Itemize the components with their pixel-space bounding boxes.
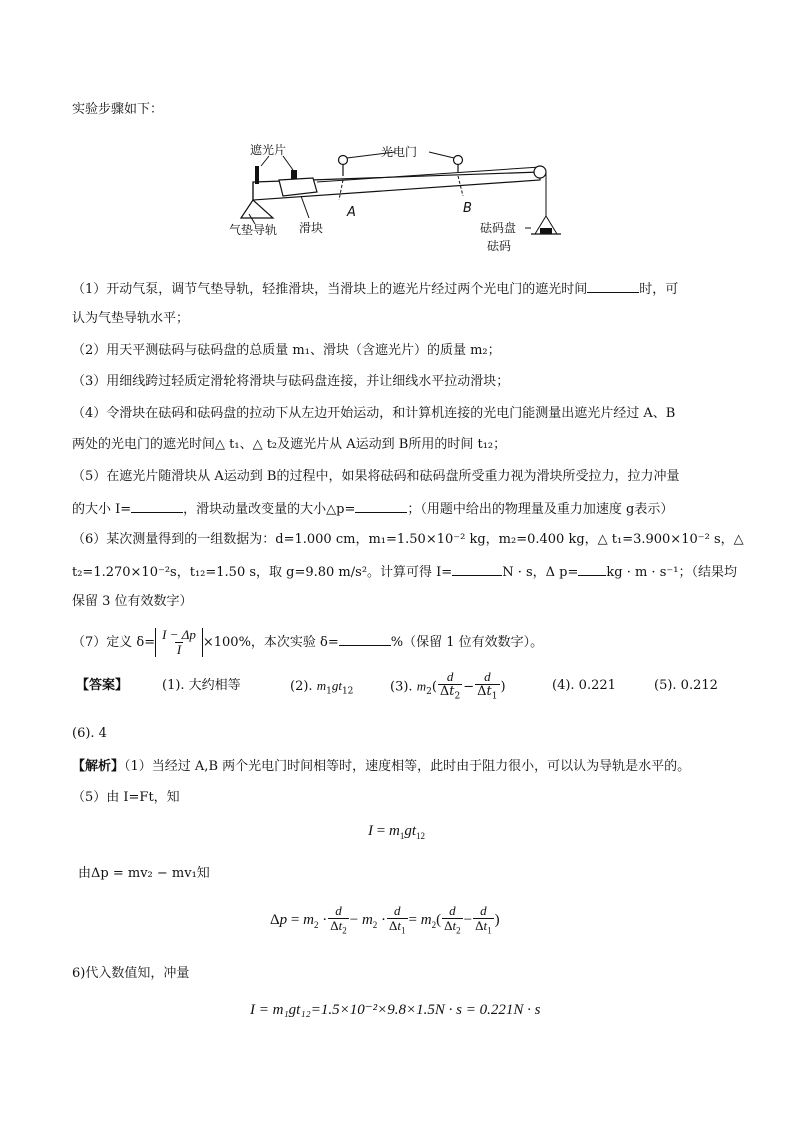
step-6-line-3: 保留 3 位有效数字） (72, 594, 193, 609)
pulley (534, 166, 546, 178)
analysis-text-1: （1）当经过 A,B 两个光电门时间相等时，速度相等，此时由于阻力很小，可以认为导轨是水平的。 (124, 759, 691, 774)
step-1-line-1 (72, 280, 678, 298)
label-pan: 砝码盘 (480, 221, 517, 235)
label-photogate: 光电门 (381, 145, 418, 159)
step-1-blank (587, 280, 639, 293)
step-5-impulse-label: 的大小 I= (72, 502, 132, 517)
equation-numeric: I = m₁gt₁₂=1.5×10⁻²×9.8×1.5N · s = 0.221N · s (250, 1002, 541, 1018)
step-4-line-1: （4）令滑块在砝码和砝码盘的拉动下从左边开始运动，和计算机连接的光电门能测量出遮光片经过 A、B (72, 406, 676, 421)
momentum-blank (355, 500, 407, 513)
shading-plate (291, 170, 297, 179)
analysis-line-3: 由Δp = mv₂ − mv₁知 (78, 866, 210, 881)
step-5-note: ；（用题中给出的物理量及重力加速度 g表示） (407, 502, 674, 517)
step-6-line-1: （6）某次测量得到的一组数据为：d=1.000 cm，m₁=1.50×10⁻² kg，m₂=0.400 kg，△ t₁=3.900×10⁻² s，△ (72, 532, 744, 547)
answer-1: (1). 大约相等 (162, 678, 241, 693)
answer-5: (5). 0.212 (654, 678, 718, 693)
intro-text: 实验步骤如下： (72, 102, 164, 117)
answer-4: (4). 0.221 (552, 678, 616, 693)
weight (540, 228, 552, 234)
apparatus-figure (225, 140, 565, 258)
step-6-unit-2: kg · m · s⁻¹；（结果均 (606, 565, 737, 580)
gate-b (454, 156, 463, 165)
answer-2: (2). $m_1gt_{12}$ (290, 678, 354, 697)
label-slider: 滑块 (299, 221, 324, 235)
step-5-line-1: （5）在遮光片随滑块从 A运动到 B的过程中，如果将砝码和砝码盘所受重力视为滑块所受拉力，拉力冲量 (72, 469, 680, 484)
stopper (255, 166, 259, 184)
step-6-impulse-blank (452, 563, 502, 576)
label-gate-b: B (463, 201, 472, 216)
step-1-line-2: 认为气垫导轨水平； (72, 311, 190, 326)
step-3: （3）用细线跨过轻质定滑轮将滑块与砝码盘连接，并让细线水平拉动滑块； (72, 374, 510, 389)
delta-fraction: $\frac{I - \Delta p}{I}$ (155, 628, 203, 657)
impulse-blank (131, 500, 183, 513)
label-shading-plate: 遮光片 (250, 143, 287, 157)
equation-momentum: $\Delta p = m_2$ · $\frac{d}{\Delta t_2}$ − $m_2$ · $\frac{d}{\Delta t_1}$ = $m_2$( $\frac{d}{\Delta t_2}$ − $\frac{d}{\Delta t_1}$ ) (270, 903, 500, 936)
step-6-momentum-blank (578, 563, 606, 576)
step-5-line-2 (72, 500, 673, 518)
analysis-label: 【解析】 (72, 759, 125, 774)
step-7-end: %（保留 1 位有效数字）。 (390, 635, 544, 650)
equation-impulse: $I = m_1gt_{12}$ (368, 823, 425, 841)
step-2: （2）用天平测砝码与砝码盘的总质量 m₁、滑块（含遮光片）的质量 m₂； (72, 343, 501, 358)
analysis-line-2: （5）由 I=Ft，知 (72, 790, 180, 805)
step-7-mid: ×100%，本次实验 δ= (202, 635, 339, 650)
step-6-data: t₂=1.270×10⁻²s，t₁₂=1.50 s，取 g=9.80 m/s²。计算可得 I= (72, 565, 453, 580)
step-6-unit-1: N · s，Δ p= (502, 565, 579, 580)
delta-blank (339, 633, 391, 646)
answer-3: (3). $m_2$( $\frac{d}{\Delta t_2}$ − $\frac{d}{\Delta t_1}$ ) (390, 669, 506, 702)
analysis-line-1 (72, 759, 690, 775)
rail-support (241, 200, 273, 218)
step-7 (72, 628, 543, 657)
step-6-line-2 (72, 563, 737, 581)
answer-label: 【答案】 (76, 678, 129, 693)
label-weight: 砝码 (487, 239, 512, 253)
step-4-line-2: 两处的光电门的遮光时间△ t₁、△ t₂及遮光片从 A运动到 B所用的时间 t₁₂； (72, 437, 507, 452)
slider-block (279, 178, 317, 196)
label-gate-a: A (347, 205, 356, 220)
analysis-line-4: 6)代入数值知，冲量 (72, 966, 190, 981)
label-air-track: 气垫导轨 (229, 223, 278, 237)
step-5-momentum-label: ，滑块动量改变量的大小△p= (183, 502, 356, 517)
gate-a (339, 156, 348, 165)
step-7-def: （7）定义 δ= (72, 635, 156, 650)
step-1-text-end: 时，可 (639, 282, 679, 297)
answer-6: (6). 4 (72, 726, 107, 741)
step-1-text: （1）开动气泵，调节气垫导轨，轻推滑块，当滑块上的遮光片经过两个光电门的遮光时间 (72, 282, 588, 297)
